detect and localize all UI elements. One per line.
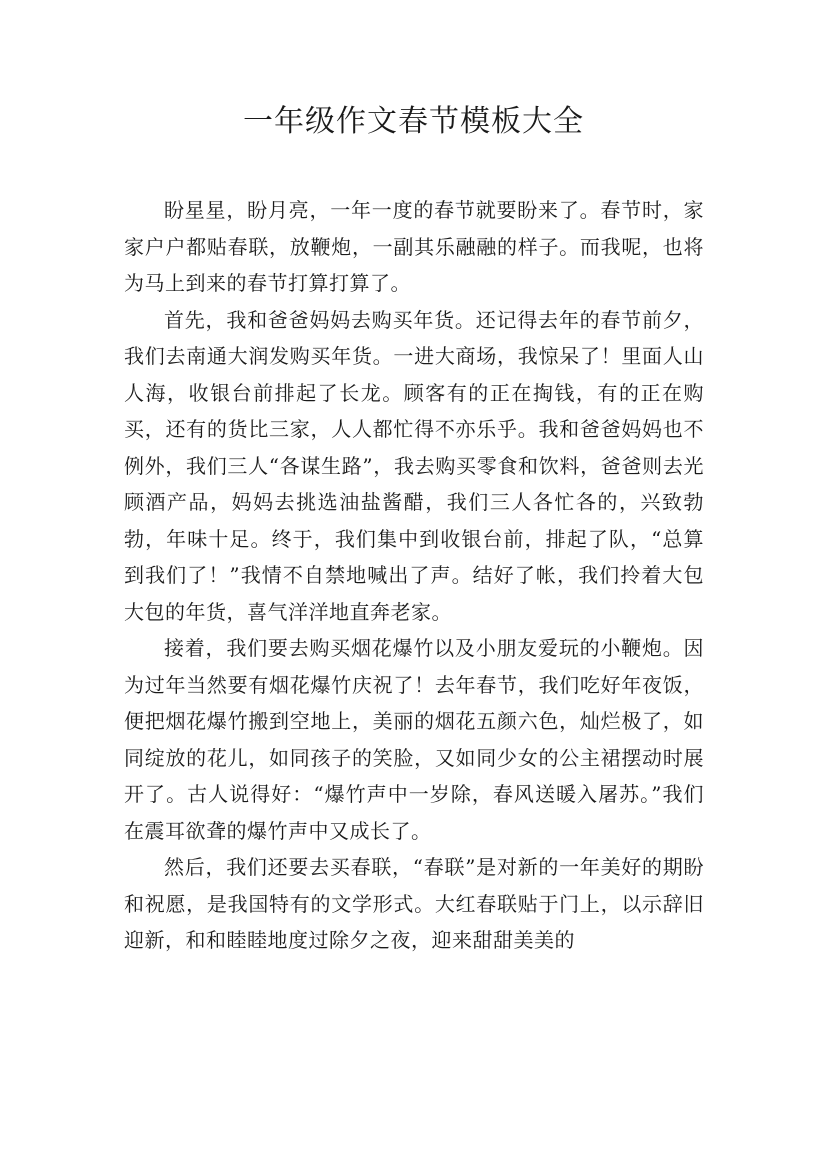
document-title: 一年级作文春节模板大全 <box>243 104 584 139</box>
document-body <box>124 192 704 959</box>
paragraph-2: 首先，我和爸爸妈妈去购买年货。还记得去年的春节前夕，我们去南通大润发购买年货。一进大商场，我惊呆了！里面人山人海，收银台前排起了长龙。顾客有的正在掏钱，有的正在购买，还有的货比三家，人人都忙得不亦乐乎。我和爸爸妈妈也不例外，我们三人“各谋生路”，我去购买零食和饮料，爸爸则去光顾酒产品，妈妈去挑选油盐酱醋，我们三人各忙各的，兴致勃勃，年味十足。终于，我们集中到收银台前，排起了队，“总算到我们了！”我情不自禁地喊出了声。结好了帐，我们拎着大包大包的年货，喜气洋洋地直奔老家。 <box>124 307 704 624</box>
paragraph-3: 接着，我们要去购买烟花爆竹以及小朋友爱玩的小鞭炮。因为过年当然要有烟花爆竹庆祝了！去年春节，我们吃好年夜饭，便把烟花爆竹搬到空地上，美丽的烟花五颜六色，灿烂极了，如同绽放的花儿，如同孩子的笑脸，又如同少女的公主裙摆动时展开了。古人说得好：“爆竹声中一岁除，春风送暖入屠苏。”我们在震耳欲聋的爆竹声中又成长了。 <box>124 636 704 843</box>
paragraph-4: 然后，我们还要去买春联，“春联”是对新的一年美好的期盼和祝愿，是我国特有的文学形式。大红春联贴于门上，以示辞旧迎新，和和睦睦地度过除夕之夜，迎来甜甜美美的 <box>124 855 704 952</box>
paragraph-1: 盼星星，盼月亮，一年一度的春节就要盼来了。春节时，家家户户都贴春联，放鞭炮，一副其乐融融的样子。而我呢，也将为马上到来的春节打算打算了。 <box>124 198 704 295</box>
